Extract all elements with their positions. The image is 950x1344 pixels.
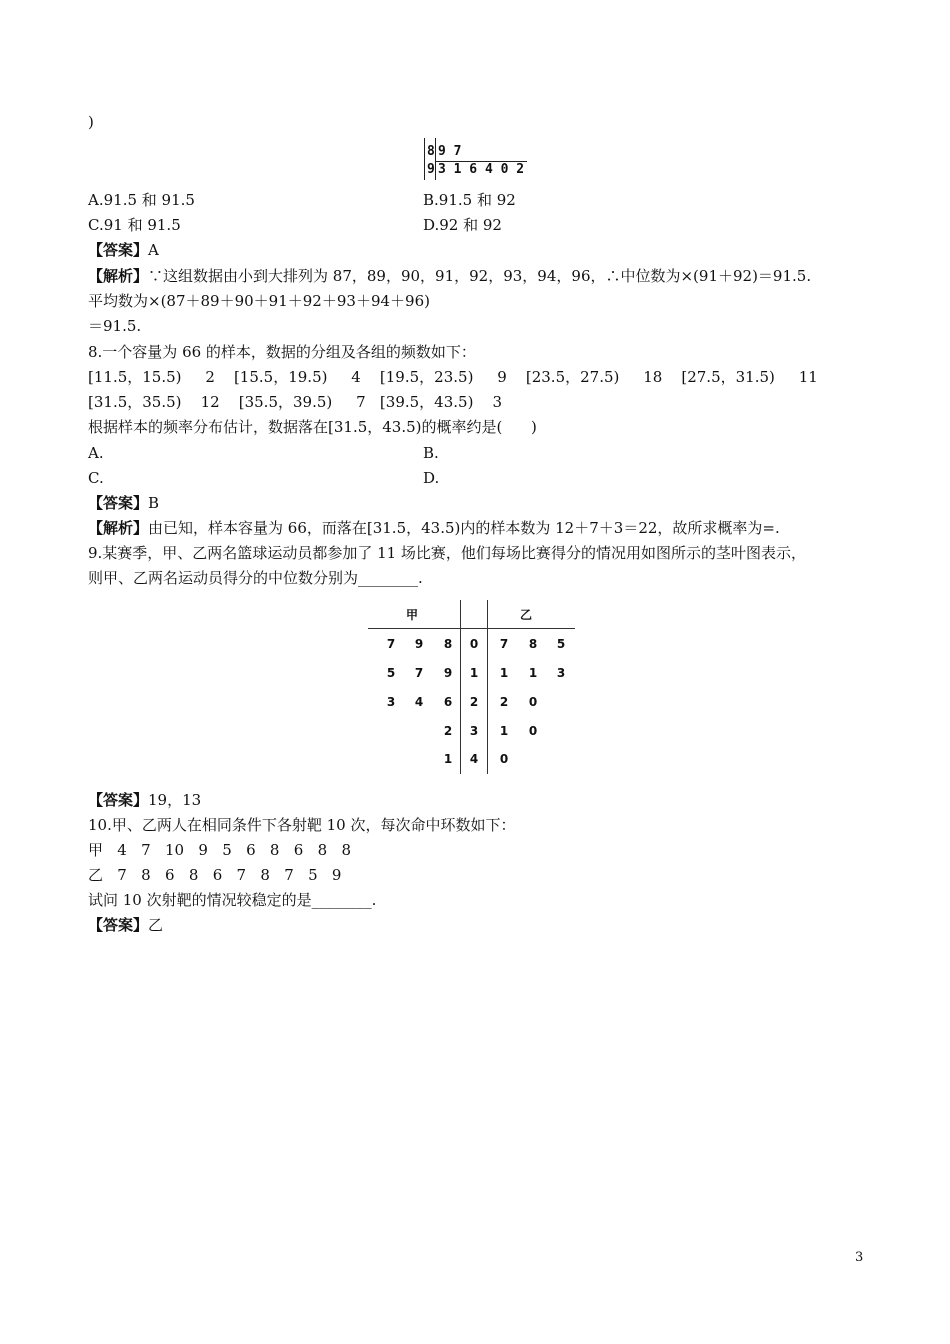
answer-7 [88,240,159,260]
question-8-prompt: 根据样本的频率分布估计，数据落在[31.5，43.5)的概率约是( ) [88,418,537,436]
answer-tag: 【答案】 [88,791,149,809]
leaves-9: 3 1 6 4 0 2 [438,162,525,177]
question-10-prompt: 试问 10 次射靶的情况较稳定的是________. [88,891,377,909]
explanation-tag: 【解析】 [88,519,149,537]
answer-tag: 【答案】 [88,241,149,259]
option-c: C. [88,469,104,487]
page-number: 3 [855,1250,864,1265]
stem: 2 [469,695,479,709]
option-a: A.91.5 和 91.5 [88,191,195,209]
left-leaf: 2 [443,724,453,738]
left-leaf: 7 [414,666,424,680]
right-leaf: 7 [499,637,509,651]
divider-line [487,600,488,774]
stem: 4 [469,752,479,766]
explanation-8 [88,518,780,538]
answer-tag: 【答案】 [88,916,149,934]
stem-leaf-plot-small [423,138,533,180]
stem-leaf-plot [368,600,583,774]
right-leaf: 0 [528,724,538,738]
question-10-jia: 甲 4 7 10 9 5 6 8 6 8 8 [88,841,352,859]
left-leaf: 7 [386,637,396,651]
question-10: 10.甲、乙两人在相同条件下各射靶 10 次，每次命中环数如下： [88,816,516,834]
right-leaf: 8 [528,637,538,651]
question-closing-paren: ) [88,113,94,131]
option-b: B.91.5 和 92 [423,191,516,209]
explanation-text: 由已知，样本容量为 66，而落在[31.5，43.5)内的样本数为 12＋7＋3＝22，故所求概率为=. [148,519,780,537]
question-8: 8.一个容量为 66 的样本，数据的分组及各组的频数如下： [88,343,476,361]
question-10-yi: 乙 7 8 6 8 6 7 8 7 5 9 [88,866,342,884]
right-leaf: 2 [499,695,509,709]
question-8-groups-row2: [31.5，35.5) 12 [35.5，39.5) 7 [39.5，43.5) 3 [88,393,503,411]
right-leaf: 1 [499,666,509,680]
right-header: 乙 [519,608,532,622]
right-leaf: 1 [528,666,538,680]
explanation-text: ∵这组数据由小到大排列为 87，89，90，91，92，93，94，96，∴中位数为×(91＋92)＝91.5. [148,267,812,285]
answer-value: B [148,494,160,512]
stem: 3 [469,724,479,738]
left-header: 甲 [405,608,418,622]
divider-line [424,138,425,180]
right-leaf: 5 [556,637,566,651]
option-d: D. [423,469,440,487]
left-leaf: 3 [386,695,396,709]
right-leaf: 0 [528,695,538,709]
left-leaf: 5 [386,666,396,680]
right-leaf: 1 [499,724,509,738]
answer-8 [88,493,159,513]
left-leaf: 9 [414,637,424,651]
explanation-7-line3: ＝91.5. [88,317,142,335]
answer-9 [88,790,201,810]
option-d: D.92 和 92 [423,216,502,234]
answer-value: A [148,241,159,259]
explanation-7 [88,266,811,286]
answer-value: 19，13 [148,791,202,809]
option-b: B. [423,444,439,462]
right-leaf: 0 [499,752,509,766]
explanation-7-line2: 平均数为×(87＋89＋90＋91＋92＋93＋94＋96) [88,292,430,310]
left-leaf: 6 [443,695,453,709]
stem-9: 9 [427,162,435,177]
stem: 1 [469,666,479,680]
option-c: C.91 和 91.5 [88,216,181,234]
divider-line [435,138,436,180]
stem: 0 [469,637,479,651]
question-9: 9.某赛季，甲、乙两名篮球运动员都参加了 11 场比赛，他们每场比赛得分的情况用如图所示的茎叶图表示， [88,544,806,562]
divider-line [460,600,461,774]
explanation-tag: 【解析】 [88,267,149,285]
stem-8: 8 [427,144,435,159]
left-leaf: 9 [443,666,453,680]
answer-tag: 【答案】 [88,494,149,512]
right-leaf: 3 [556,666,566,680]
question-9-line2: 则甲、乙两名运动员得分的中位数分别为________. [88,569,423,587]
left-leaf: 1 [443,752,453,766]
divider-line [368,628,575,629]
option-a: A. [88,444,104,462]
left-leaf: 4 [414,695,424,709]
left-leaf: 8 [443,637,453,651]
answer-value: 乙 [148,916,164,934]
answer-10 [88,915,163,935]
question-8-groups-row1: [11.5，15.5) 2 [15.5，19.5) 4 [19.5，23.5) 9 [23.5，27.5) 18 [27.5，31.5) 11 [88,368,818,386]
leaves-8: 9 7 [438,144,462,159]
